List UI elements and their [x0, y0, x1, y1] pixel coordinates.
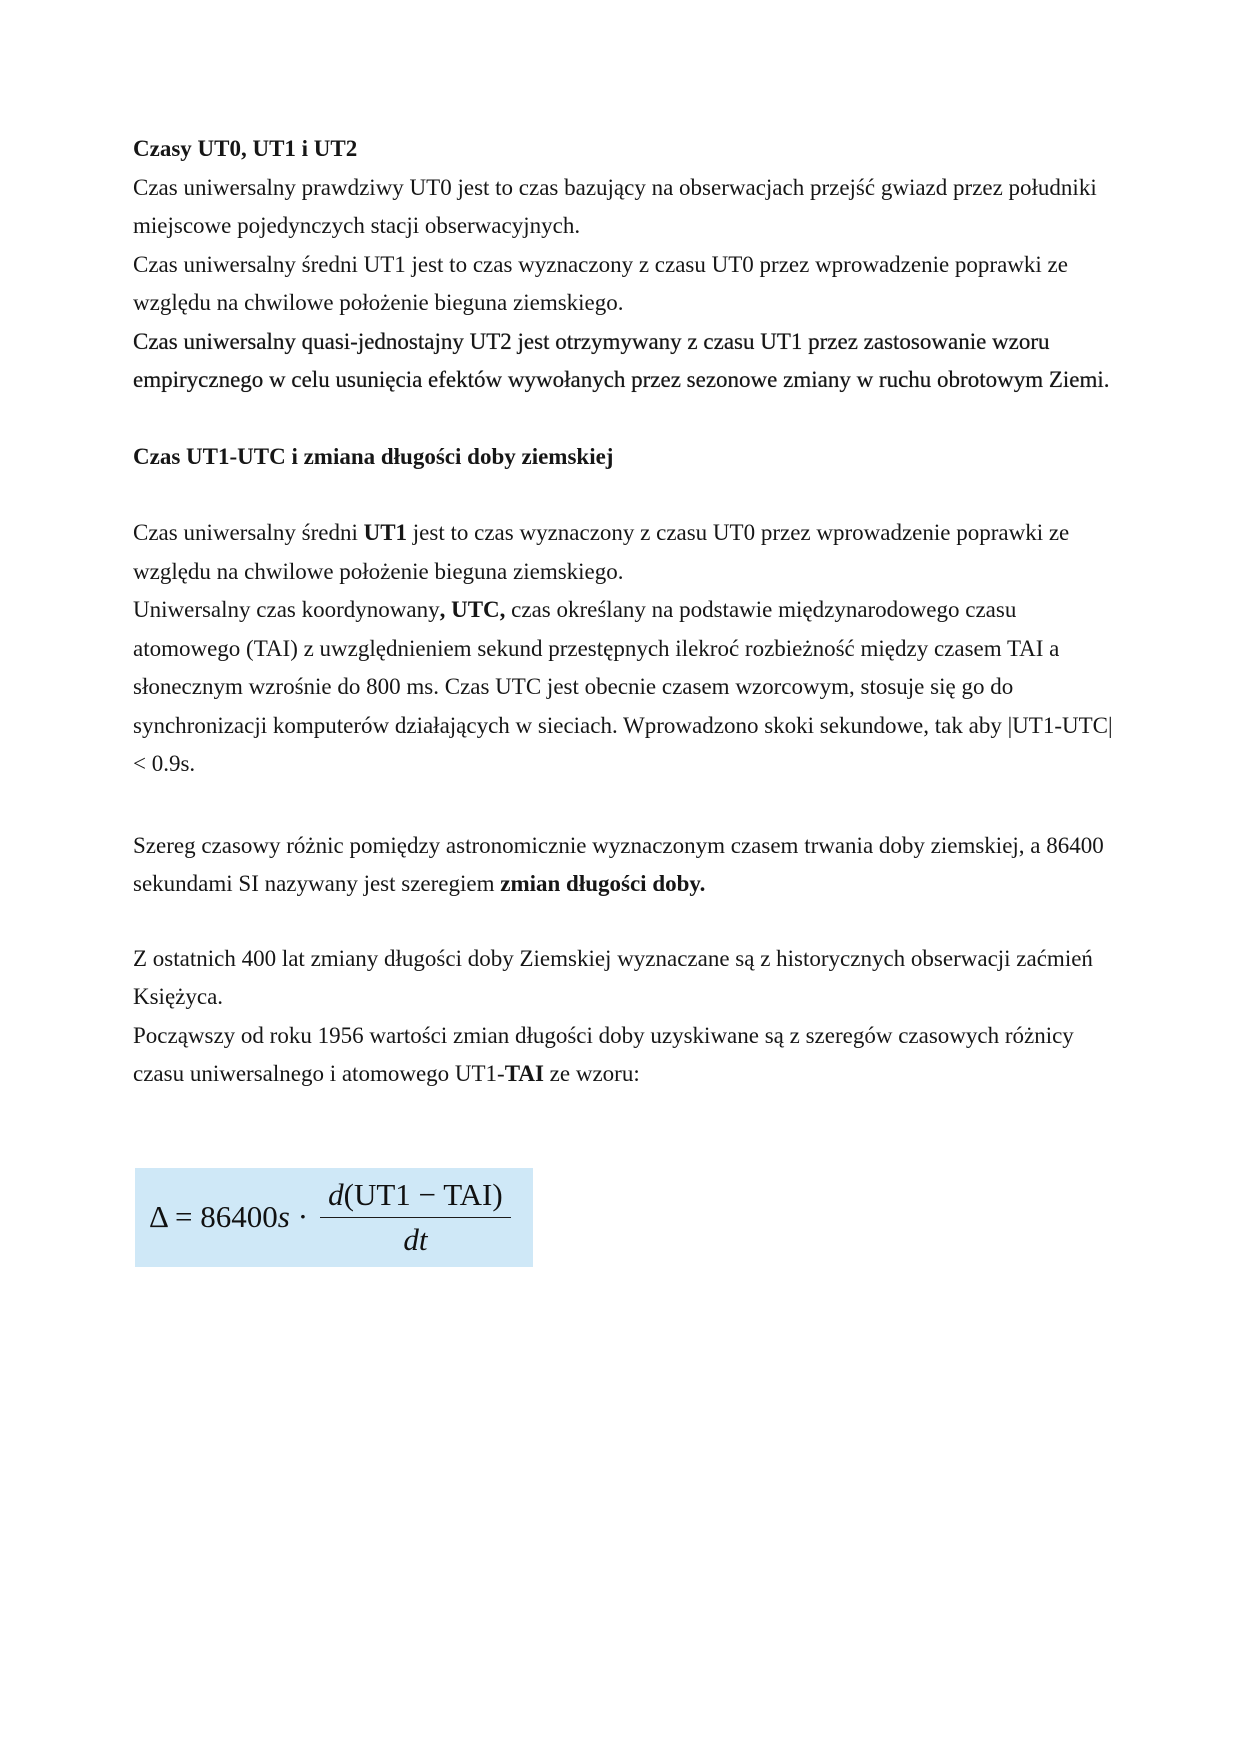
- text-run: Szereg czasowy różnic pomiędzy astronomicznie wyznaczonym czasem trwania doby ziemskiej, a 86400 sekundami SI nazywany jest szeregiem: [133, 832, 1104, 896]
- formula-ut1-tai: (UT1 − TAI): [343, 1176, 503, 1212]
- formula-numerator: [320, 1177, 511, 1219]
- paragraph-400-lat: Z ostatnich 400 lat zmiany długości doby Ziemskiej wyznaczane są z historycznych obserwacji zaćmień Księżyca.: [133, 945, 1093, 1009]
- text-run-bold: zmian długości doby.: [500, 871, 706, 896]
- section-heading-ut1-utc: Czas UT1-UTC i zmiana długości doby ziemskiej: [133, 443, 614, 469]
- text-run: Począwszy od roku 1956 wartości zmian długości doby uzyskiwane są z szeregów czasowych różnicy czasu uniwersalnego i atomowego UT1-: [133, 1022, 1074, 1086]
- paragraph-utc-definition: [133, 591, 1118, 784]
- paragraph-rok-1956: [133, 1017, 1118, 1094]
- formula-delta-equation: [135, 1168, 533, 1267]
- document-content: [133, 130, 1118, 1267]
- text-run: Uniwersalny czas koordynowany: [133, 597, 440, 622]
- formula-lhs: Δ = 86400: [149, 1199, 278, 1235]
- text-run-bold: , UTC,: [439, 597, 506, 622]
- paragraph-ut2: Czas uniwersalny quasi-jednostajny UT2 jest otrzymywany z czasu UT1 przez zastosowanie wzoru empirycznego w celu usunięcia efektów wywołanych przez sezonowe zmiany w ruchu obrotowym Ziemi.: [133, 328, 1110, 392]
- formula-multiplication-dot: ·: [297, 1199, 309, 1235]
- text-run-bold: UT1: [363, 520, 408, 545]
- text-run: ze wzoru:: [543, 1061, 640, 1086]
- text-run: czas określany na podstawie międzynarodowego czasu atomowego (TAI) z uwzględnieniem sekund przestępnych ilekroć rozbieżność między czasem TAI a słonecznym wzrośnie do 800 ms. Czas UTC jest obecnie czasem wzorcowym, stosuje się go do synchronizacji komputerów działających w sieciach. Wprowadzono skoki sekundowe, tak aby |UT1-UTC|< 0.9s.: [133, 597, 1113, 776]
- formula-d-operator: d: [328, 1176, 344, 1212]
- paragraph-ut1-definition: [133, 514, 1118, 591]
- paragraph-ut1: Czas uniwersalny średni UT1 jest to czas wyznaczony z czasu UT0 przez wprowadzenie poprawki ze względu na chwilowe położenie bieguna ziemskiego.: [133, 251, 1068, 315]
- formula-fraction: [320, 1177, 511, 1258]
- section-heading-czasy-ut: Czasy UT0, UT1 i UT2: [133, 136, 358, 161]
- formula-s-variable: s: [277, 1199, 290, 1235]
- text-run-bold: TAI: [504, 1061, 544, 1086]
- paragraph-ut0: Czas uniwersalny prawdziwy UT0 jest to czas bazujący na obserwacjach przejść gwiazd przez południki miejscowe pojedynczych stacji obserwacyjnych.: [133, 174, 1097, 238]
- text-run: Czas uniwersalny średni: [133, 520, 364, 545]
- formula-denominator: dt: [403, 1222, 428, 1258]
- text-run: jest to czas wyznaczony z czasu UT0 przez wprowadzenie poprawki ze względu na chwilowe położenie bieguna ziemskiego.: [133, 520, 1070, 584]
- paragraph-szereg-czasowy: [133, 827, 1118, 904]
